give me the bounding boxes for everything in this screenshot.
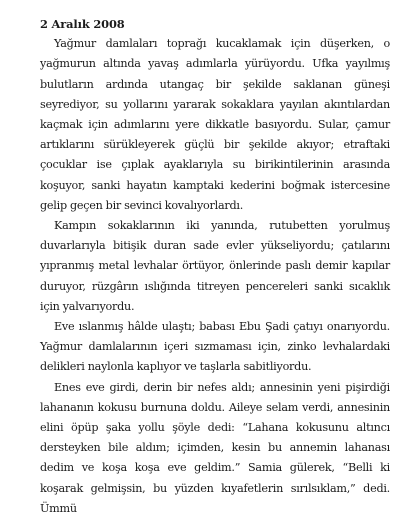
- paragraph-rain-walk: Yağmur damlaları toprağı kucaklamak için düşerken, o yağmurun altında yavaş adımlarla yürüyordu. Ufka yayılmış bulutların ardında utangaç bir şekilde saklanan güneşi seyrediyor, su yollarını yararak sokaklara yayılan akıntılardan kaçmak için adımlarını yere dikkatle basıyordu. Sular, çamur artıklarını sürükleyerek güçlü bir şekilde akıyor; etraftaki çocuklar ise çıplak ayaklarıyla su birikintilerinin arasında koşuyor, sanki hayatın kamptaki kederini boğmak istercesine gelip geçen bir sevinci kovalıyorlardı.: [40, 37, 390, 212]
- document-page: [40, 14, 390, 519]
- paragraph-father-roof: Eve ıslanmış hâlde ulaştı; babası Ebu Şadi çatıyı onarıyordu. Yağmur damlalarının içeri sızmaması için, zinko levhalardaki delikleri naylonla kaplıyor ve taşlarla sabitliyordu.: [40, 320, 390, 374]
- date-heading: 2 Aralık 2008: [40, 17, 125, 31]
- paragraph-cabbage-smell: Enes eve girdi, derin bir nefes aldı; annesinin yeni pişirdiği lahananın kokusu burnuna doldu. Aileye selam verdi, annesinin elini öpüp şaka yollu şöyle dedi: “Lahana kokusunu altıncı dersteyken bile aldım; içimden, kesin bu annemin lahanası dedim ve koşa koşa eve geldim.” Samia gülerek, “Belli ki koşarak gelmişsin, bu yüzden kıyafetlerin sırılsıklam,” dedi. Ümmü: [40, 380, 390, 515]
- paragraph-camp-streets: Kampın sokaklarının iki yanında, rutubetten yorulmuş duvarlarıyla bitişik duran sade evler yükseliyordu; çatılarını yıpranmış metal levhalar örtüyor, önlerinde paslı demir kapılar duruyor, rüzgârın ıslığında titreyen pencereleri sanki sıcaklık için yalvarıyordu.: [40, 219, 390, 313]
